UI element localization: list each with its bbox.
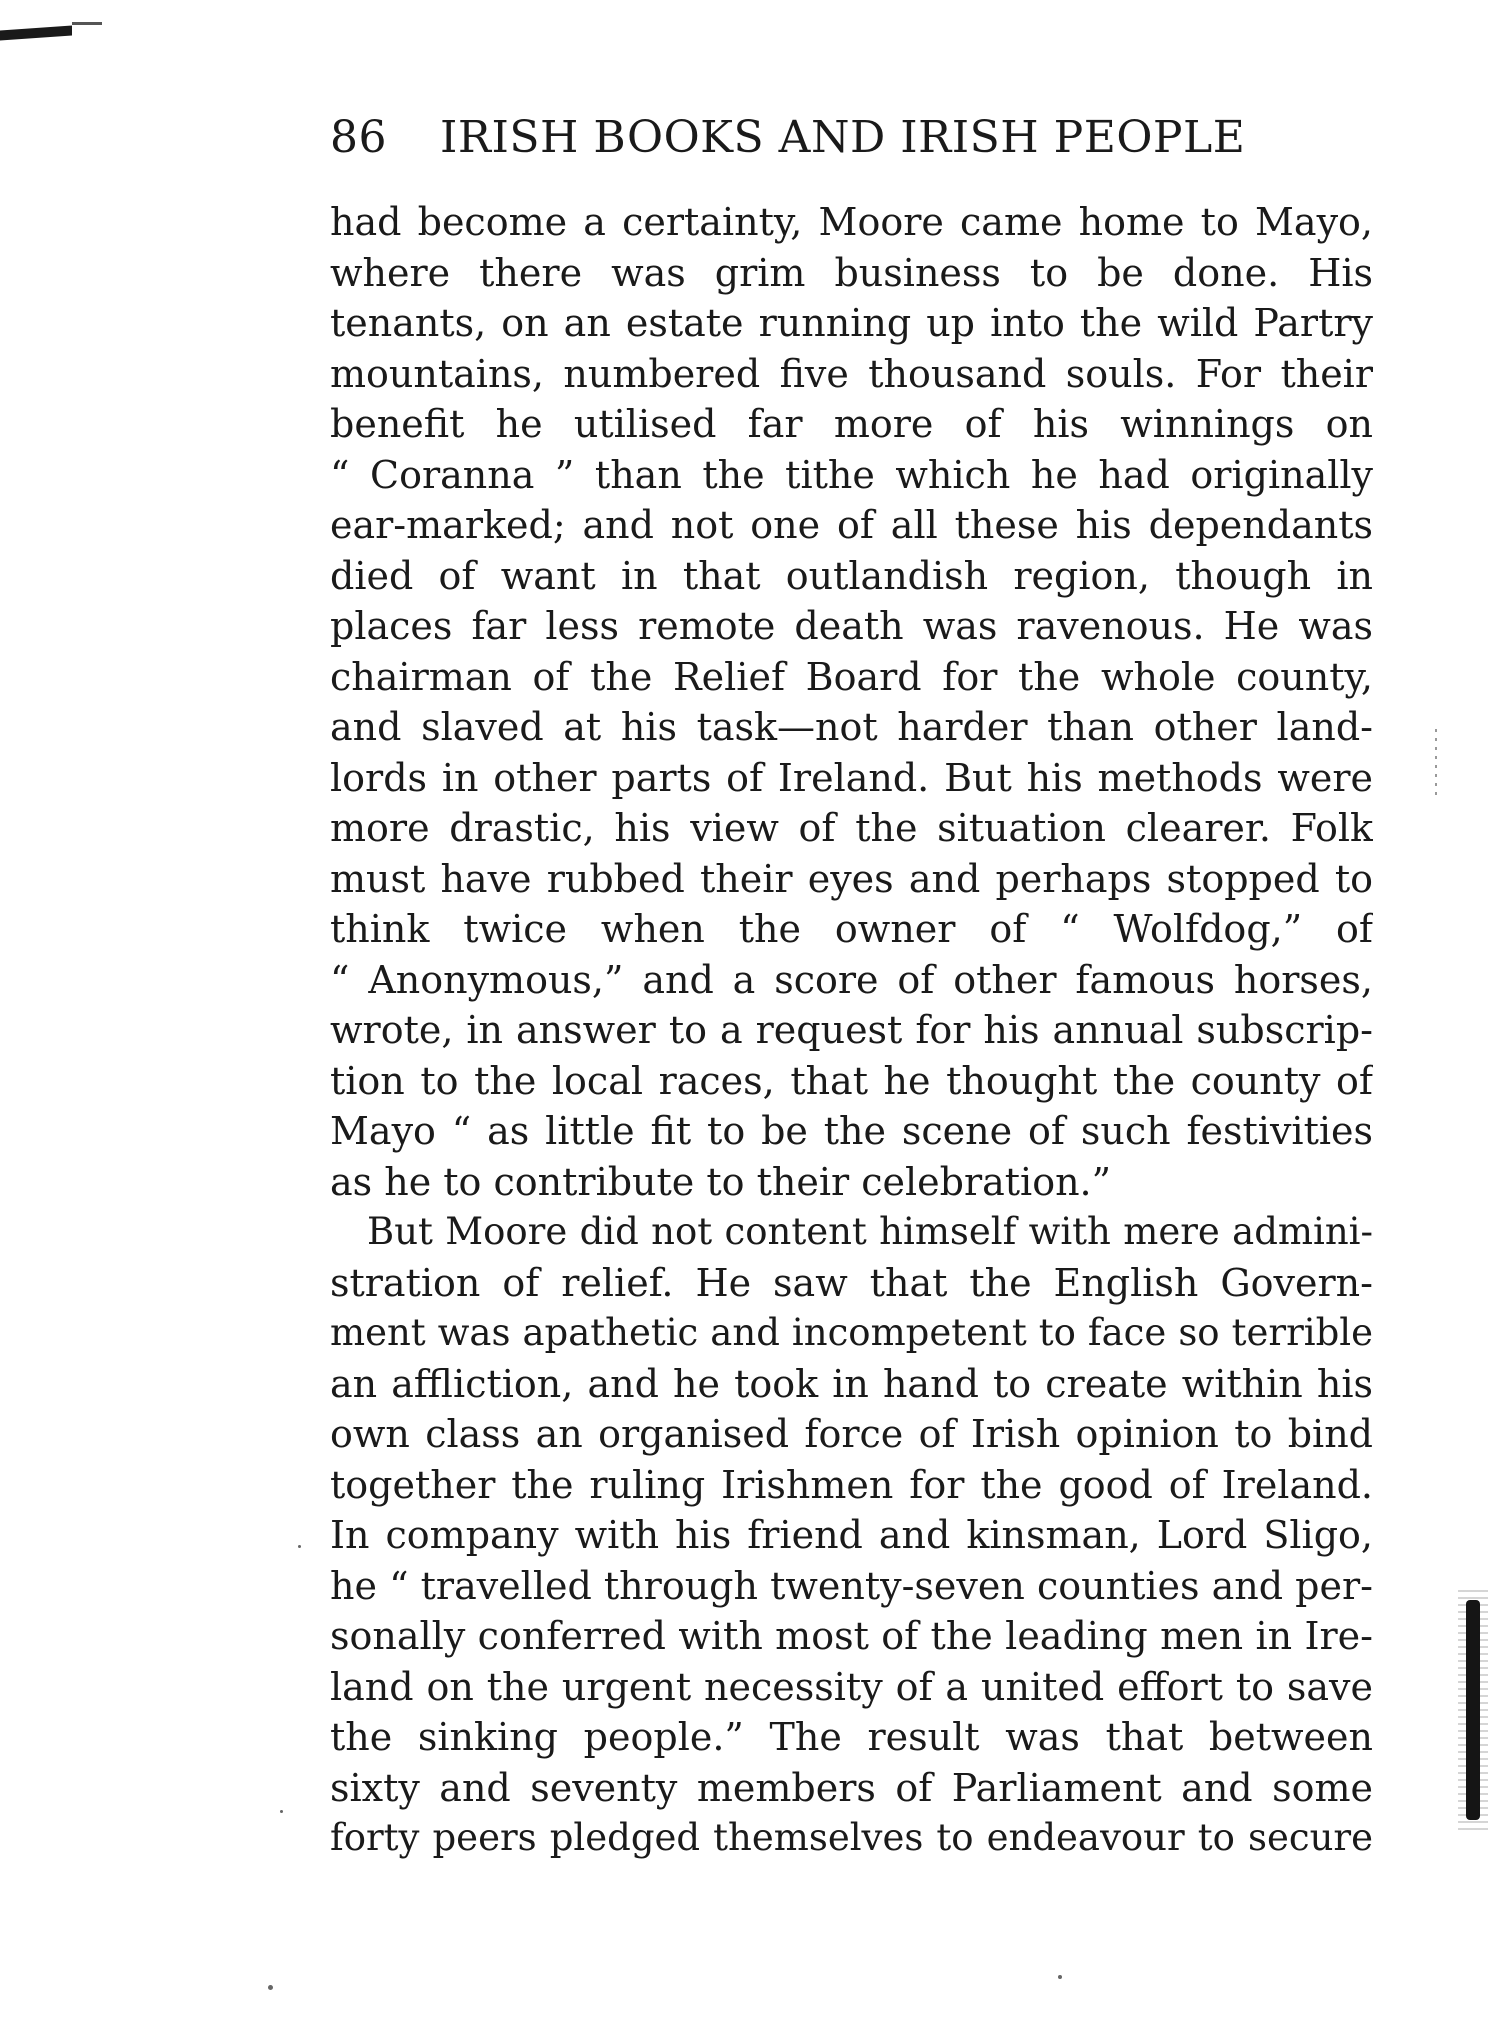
- text-line: stration of relief. He saw that the English Govern-: [330, 1260, 1373, 1305]
- text-line: tenants, on an estate running up into the wild Partry: [330, 301, 1373, 345]
- text-line: “ Anonymous,” and a score of other famous horses,: [330, 957, 1373, 1002]
- scan-speck: [280, 1810, 283, 1813]
- text-line: an affliction, and he took in hand to create within his: [330, 1361, 1373, 1406]
- text-line: “ Coranna ” than the tithe which he had originally: [330, 452, 1373, 497]
- scan-artifact-corner-streak: [72, 22, 102, 25]
- text-line: land on the urgent necessity of a united effort to save: [330, 1664, 1373, 1709]
- text-line: must have rubbed their eyes and perhaps stopped to: [330, 856, 1373, 901]
- text-line: and slaved at his task—not harder than other land-: [330, 705, 1373, 749]
- text-line: places far less remote death was ravenous. He was: [330, 604, 1373, 648]
- text-line: tion to the local races, that he thought the county of: [330, 1058, 1373, 1103]
- text-line: mountains, numbered five thousand souls. For their: [330, 351, 1373, 396]
- text-line: think twice when the owner of “ Wolfdog,” of: [330, 907, 1373, 951]
- text-line: Mayo “ as little fit to be the scene of such festivities: [330, 1109, 1373, 1153]
- scan-speck: [298, 1545, 301, 1548]
- running-title: IRISH BOOKS AND IRISH PEOPLE: [440, 112, 1246, 163]
- page-header: [330, 108, 1380, 168]
- text-line: where there was grim business to be done. His: [330, 250, 1373, 295]
- scan-speck: [268, 1985, 273, 1990]
- text-line: forty peers pledged themselves to endeavour to secure: [330, 1816, 1373, 1859]
- text-line: the sinking people.” The result was that between: [330, 1715, 1373, 1759]
- text-line: he “ travelled through twenty-seven counties and per-: [330, 1563, 1373, 1608]
- scan-speck: [1058, 1975, 1062, 1979]
- scan-artifact-corner: [0, 25, 72, 40]
- text-line: chairman of the Relief Board for the whole county,: [330, 654, 1373, 699]
- text-line: together the ruling Irishmen for the good of Ireland.: [330, 1462, 1373, 1507]
- body-text: [330, 197, 1373, 1864]
- scan-artifact-edge-bar: [1466, 1600, 1480, 1820]
- text-line: wrote, in answer to a request for his annual subscrip-: [330, 1008, 1373, 1052]
- paragraph-end-line: as he to contribute to their celebration.”: [330, 1159, 1112, 1204]
- scan-artifact-margin-dash: [1435, 725, 1437, 795]
- text-line: benefit he utilised far more of his winnings on: [330, 402, 1373, 446]
- text-line: had become a certainty, Moore came home to Mayo,: [330, 200, 1373, 244]
- text-line: lords in other parts of Ireland. But his methods were: [330, 755, 1373, 800]
- text-line: ear-marked; and not one of all these his dependants: [330, 503, 1373, 547]
- text-line: more drastic, his view of the situation clearer. Folk: [330, 806, 1373, 850]
- text-line: ment was apathetic and incompetent to face so terrible: [330, 1311, 1373, 1354]
- paragraph-start-line: But Moore did not content himself with mere admini-: [367, 1210, 1373, 1253]
- text-line: own class an organised force of Irish opinion to bind: [330, 1412, 1373, 1456]
- page-number: 86: [330, 112, 387, 163]
- text-line: In company with his friend and kinsman, Lord Sligo,: [330, 1513, 1373, 1557]
- text-line: died of want in that outlandish region, though in: [330, 553, 1373, 598]
- text-line: sixty and seventy members of Parliament and some: [330, 1765, 1373, 1810]
- text-line: sonally conferred with most of the leading men in Ire-: [330, 1614, 1373, 1658]
